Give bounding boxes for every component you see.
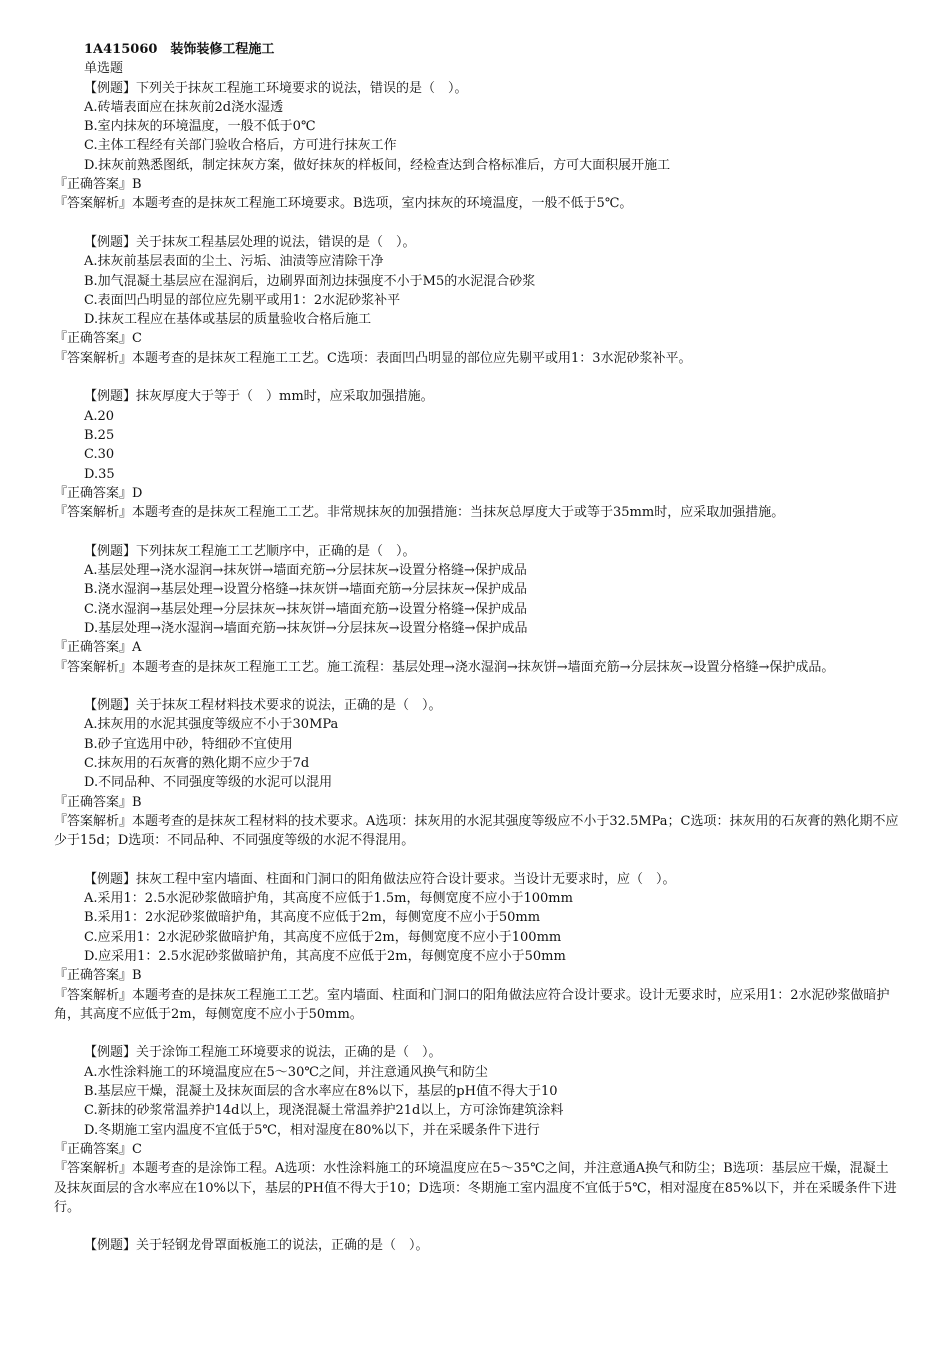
question-stem: 【例题】关于轻钢龙骨罩面板施工的说法，正确的是（ ）。	[84, 1238, 429, 1254]
option-b: B.砂子宜选用中砂，特细砂不宜使用	[84, 736, 293, 752]
question-block	[54, 870, 900, 1024]
option-d: D.不同品种、不同强度等级的水泥可以混用	[84, 775, 333, 791]
section-title: 1A415060 装饰装修工程施工	[84, 42, 275, 57]
correct-answer: 『正确答案』B	[54, 794, 142, 810]
option-a: A.基层处理→浇水湿润→抹灰饼→墙面充筋→分层抹灰→设置分格缝→保护成品	[84, 563, 527, 579]
question-stem: 【例题】下列抹灰工程施工工艺顺序中，正确的是（ ）。	[84, 543, 416, 559]
option-c: C.新抹的砂浆常温养护14d以上，现浇混凝土常温养护21d以上，方可涂饰建筑涂料	[84, 1103, 564, 1119]
question-stem: 【例题】关于涂饰工程施工环境要求的说法，正确的是（ ）。	[84, 1045, 442, 1061]
document-page	[54, 40, 900, 1275]
option-a: A.砖墙表面应在抹灰前2d浇水湿透	[84, 99, 284, 115]
option-a: A.水性涂料施工的环境温度应在5～30℃之间，并注意通风换气和防尘	[84, 1064, 488, 1080]
question-stem: 【例题】抹灰厚度大于等于（ ）mm时，应采取加强措施。	[84, 389, 434, 405]
correct-answer: 『正确答案』B	[54, 968, 142, 984]
answer-explanation: 『答案解析』本题考查的是抹灰工程施工工艺。施工流程：基层处理→浇水湿润→抹灰饼→墙面充筋→分层抹灰→设置分格缝→保护成品。	[54, 659, 835, 675]
question-block	[54, 1236, 900, 1255]
option-c: C.表面凹凸明显的部位应先剔平或用1：2水泥砂浆补平	[84, 292, 401, 308]
option-c: C.30	[84, 447, 115, 463]
option-b: B.25	[84, 427, 115, 443]
option-c: C.浇水湿润→基层处理→分层抹灰→抹灰饼→墙面充筋→设置分格缝→保护成品	[84, 601, 527, 617]
option-b: B.室内抹灰的环境温度，一般不低于0℃	[84, 119, 316, 135]
option-a: A.抹灰前基层表面的尘土、污垢、油渍等应清除干净	[84, 254, 384, 270]
option-a: A.抹灰用的水泥其强度等级应不小于30MPa	[84, 717, 339, 733]
question-block	[54, 542, 900, 677]
question-stem: 【例题】关于抹灰工程材料技术要求的说法，正确的是（ ）。	[84, 698, 442, 714]
answer-explanation: 『答案解析』本题考查的是抹灰工程施工工艺。C选项：表面凹凸明显的部位应先剔平或用1：3水泥砂浆补平。	[54, 350, 692, 366]
question-type-label: 单选题	[84, 61, 124, 77]
option-c: C.抹灰用的石灰膏的熟化期不应少于7d	[84, 755, 310, 771]
question-stem: 【例题】下列关于抹灰工程施工环境要求的说法，错误的是（ ）。	[84, 80, 468, 96]
question-stem: 【例题】抹灰工程中室内墙面、柱面和门洞口的阳角做法应符合设计要求。当设计无要求时，应（ ）。	[84, 871, 676, 887]
option-d: D.抹灰前熟悉图纸，制定抹灰方案，做好抹灰的样板间，经检查达到合格标准后，方可大面积展开施工	[84, 157, 671, 173]
option-b: B.浇水湿润→基层处理→设置分格缝→抹灰饼→墙面充筋→分层抹灰→保护成品	[84, 582, 528, 598]
option-d: D.冬期施工室内温度不宜低于5℃，相对湿度在80%以下，并在采暖条件下进行	[84, 1122, 540, 1138]
option-c: C.主体工程经有关部门验收合格后，方可进行抹灰工作	[84, 138, 397, 154]
correct-answer: 『正确答案』D	[54, 485, 143, 501]
correct-answer: 『正确答案』A	[54, 640, 142, 656]
option-b: B.基层应干燥，混凝土及抹灰面层的含水率应在8%以下，基层的pH值不得大于10	[84, 1084, 558, 1100]
question-block	[54, 1043, 900, 1217]
answer-explanation: 『答案解析』本题考查的是抹灰工程材料的技术要求。A选项：抹灰用的水泥其强度等级应不小于32.5MPa；C选项：抹灰用的石灰膏的熟化期不应少于15d；D选项：不同品种、不同强度等级的水泥不得混用。	[54, 813, 899, 849]
option-a: A.采用1：2.5水泥砂浆做暗护角，其高度不应低于1.5m，每侧宽度不应小于100mm	[84, 891, 573, 907]
question-block	[54, 387, 900, 522]
answer-explanation: 『答案解析』本题考查的是涂饰工程。A选项：水性涂料施工的环境温度应在5～35℃之间，并注意通A换气和防尘；B选项：基层应干燥，混凝土及抹灰面层的含水率应在10%以下，基层的PH值不得大于10；D选项：冬期施工室内温度不宜低于5℃，相对湿度在85%以下，并在采暖条件下进行。	[54, 1161, 897, 1215]
option-d: D.应采用1：2.5水泥砂浆做暗护角，其高度不应低于2m，每侧宽度不应小于50mm	[84, 948, 566, 964]
question-block	[54, 233, 900, 368]
option-a: A.20	[84, 408, 115, 424]
question-stem: 【例题】关于抹灰工程基层处理的说法，错误的是（ ）。	[84, 234, 416, 250]
option-d: D.抹灰工程应在基体或基层的质量验收合格后施工	[84, 312, 372, 328]
option-d: D.基层处理→浇水湿润→墙面充筋→抹灰饼→分层抹灰→设置分格缝→保护成品	[84, 620, 528, 636]
question-block	[54, 696, 900, 850]
option-b: B.加气混凝土基层应在湿润后，边刷界面剂边抹强度不小于M5的水泥混合砂浆	[84, 273, 536, 289]
answer-explanation: 『答案解析』本题考查的是抹灰工程施工工艺。室内墙面、柱面和门洞口的阳角做法应符合设计要求。设计无要求时，应采用1：2水泥砂浆做暗护角，其高度不应低于2m，每侧宽度不应小于50mm。	[54, 987, 890, 1022]
answer-explanation: 『答案解析』本题考查的是抹灰工程施工工艺。非常规抹灰的加强措施：当抹灰总厚度大于或等于35mm时，应采取加强措施。	[54, 505, 785, 521]
correct-answer: 『正确答案』C	[54, 1141, 142, 1157]
option-b: B.采用1：2水泥砂浆做暗护角，其高度不应低于2m，每侧宽度不应小于50mm	[84, 910, 541, 926]
correct-answer: 『正确答案』C	[54, 331, 142, 347]
option-d: D.35	[84, 466, 115, 482]
answer-explanation: 『答案解析』本题考查的是抹灰工程施工环境要求。B选项，室内抹灰的环境温度，一般不低于5℃。	[54, 196, 633, 212]
correct-answer: 『正确答案』B	[54, 177, 142, 193]
option-c: C.应采用1：2水泥砂浆做暗护角，其高度不应低于2m，每侧宽度不应小于100mm	[84, 929, 562, 945]
question-block	[54, 79, 900, 214]
